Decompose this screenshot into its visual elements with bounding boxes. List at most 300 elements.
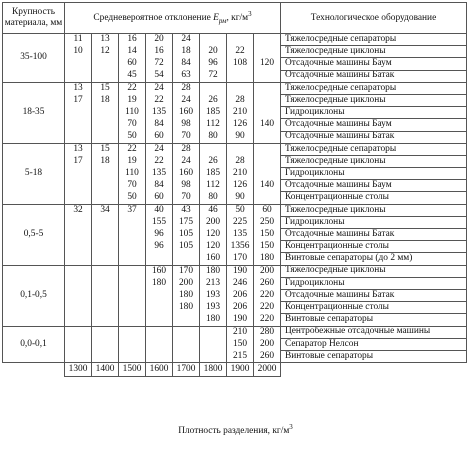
- value-cell: [146, 350, 173, 362]
- value-cell: 17: [65, 155, 92, 167]
- value-cell: 150: [254, 241, 281, 253]
- value-cell: [92, 131, 119, 143]
- value-cell: 210: [227, 326, 254, 338]
- value-cell: [92, 326, 119, 338]
- value-cell: [119, 338, 146, 350]
- value-cell: [173, 326, 200, 338]
- value-cell: 180: [146, 277, 173, 289]
- table-row: [3, 119, 467, 131]
- value-cell: 96: [146, 241, 173, 253]
- table-row: [3, 180, 467, 192]
- density-axis-text: Плотность разделения, кг/м: [178, 426, 290, 436]
- value-cell: 13: [92, 34, 119, 46]
- value-cell: [146, 253, 173, 265]
- value-cell: 19: [119, 94, 146, 106]
- equipment-cell: Гидроциклоны: [281, 107, 467, 119]
- value-cell: [119, 241, 146, 253]
- table-row: [3, 192, 467, 204]
- equipment-cell: Тяжелосредные циклоны: [281, 46, 467, 58]
- header-row: [3, 3, 467, 34]
- value-cell: 70: [119, 119, 146, 131]
- table-row: [3, 131, 467, 143]
- table-row: [3, 302, 467, 314]
- value-cell: 280: [254, 326, 281, 338]
- value-cell: [227, 70, 254, 82]
- value-cell: 45: [119, 70, 146, 82]
- size-cell: 35-100: [3, 34, 65, 83]
- value-cell: 18: [92, 94, 119, 106]
- value-cell: [200, 350, 227, 362]
- value-cell: [173, 338, 200, 350]
- value-cell: 43: [173, 204, 200, 216]
- table-row: [3, 289, 467, 301]
- value-cell: 80: [200, 192, 227, 204]
- value-cell: 180: [254, 253, 281, 265]
- value-cell: 84: [146, 119, 173, 131]
- value-cell: 150: [254, 229, 281, 241]
- value-cell: 18: [173, 46, 200, 58]
- value-cell: 96: [146, 229, 173, 241]
- value-cell: 98: [173, 180, 200, 192]
- value-cell: [65, 277, 92, 289]
- value-cell: 20: [200, 46, 227, 58]
- value-cell: 24: [173, 94, 200, 106]
- equipment-cell: Отсадочные машины Батак: [281, 70, 467, 82]
- value-cell: 160: [200, 253, 227, 265]
- value-cell: [200, 326, 227, 338]
- value-cell: 1356: [227, 241, 254, 253]
- equipment-cell: Винтовые сепараторы: [281, 350, 467, 362]
- value-cell: 220: [254, 314, 281, 326]
- value-cell: 185: [200, 107, 227, 119]
- value-cell: 10: [65, 46, 92, 58]
- value-cell: [65, 265, 92, 277]
- value-cell: [119, 326, 146, 338]
- value-cell: 54: [146, 70, 173, 82]
- equipment-cell: Концентрационные столы: [281, 241, 467, 253]
- value-cell: 26: [200, 94, 227, 106]
- equipment-cell: Отсадочные машины Батак: [281, 289, 467, 301]
- table-row: [3, 265, 467, 277]
- value-cell: 50: [119, 131, 146, 143]
- value-cell: [92, 229, 119, 241]
- value-cell: 50: [119, 192, 146, 204]
- value-cell: 120: [200, 229, 227, 241]
- equipment-cell: Гидроциклоны: [281, 168, 467, 180]
- value-cell: 28: [227, 155, 254, 167]
- value-cell: [254, 143, 281, 155]
- value-cell: [65, 338, 92, 350]
- density-cell: 1300: [65, 363, 92, 377]
- density-axis-label: [0, 422, 471, 436]
- equipment-cell: Гидроциклоны: [281, 277, 467, 289]
- equipment-cell: Отсадочные машины Баум: [281, 119, 467, 131]
- value-cell: 180: [173, 302, 200, 314]
- value-cell: [254, 70, 281, 82]
- value-cell: [146, 302, 173, 314]
- value-cell: 22: [119, 143, 146, 155]
- equipment-cell: Отсадочные машины Баум: [281, 58, 467, 70]
- table-row: [3, 82, 467, 94]
- value-cell: 84: [173, 58, 200, 70]
- value-cell: 225: [227, 216, 254, 228]
- value-cell: 60: [146, 192, 173, 204]
- density-cell: 1900: [227, 363, 254, 377]
- value-cell: [92, 180, 119, 192]
- value-cell: [146, 289, 173, 301]
- value-cell: [227, 143, 254, 155]
- density-axis-exponent: 3: [289, 422, 293, 431]
- value-cell: [119, 216, 146, 228]
- value-cell: [119, 350, 146, 362]
- equipment-cell: Тяжелосредные циклоны: [281, 94, 467, 106]
- value-cell: 140: [254, 180, 281, 192]
- value-cell: 190: [227, 265, 254, 277]
- value-cell: 200: [254, 338, 281, 350]
- density-row: [3, 363, 467, 377]
- size-cell: 0,5-5: [3, 204, 65, 265]
- equipment-cell: Отсадочные машины Батак: [281, 131, 467, 143]
- value-cell: [65, 70, 92, 82]
- table-row: [3, 46, 467, 58]
- density-cell: 1800: [200, 363, 227, 377]
- density-cell: 1700: [173, 363, 200, 377]
- equipment-cell: Винтовые сепараторы (до 2 мм): [281, 253, 467, 265]
- value-cell: 170: [173, 265, 200, 277]
- value-cell: 37: [119, 204, 146, 216]
- equipment-cell: Тяжелосредные циклоны: [281, 204, 467, 216]
- value-cell: [92, 70, 119, 82]
- value-cell: [92, 216, 119, 228]
- value-cell: [200, 143, 227, 155]
- equipment-cell: Тяжелосредные сепараторы: [281, 34, 467, 46]
- value-cell: 193: [200, 302, 227, 314]
- value-cell: 170: [227, 253, 254, 265]
- deviation-prefix: Средневероятное отклонение: [93, 12, 214, 23]
- value-cell: [119, 302, 146, 314]
- value-cell: [92, 302, 119, 314]
- value-cell: [65, 119, 92, 131]
- value-cell: [65, 326, 92, 338]
- value-cell: 98: [173, 119, 200, 131]
- value-cell: [254, 94, 281, 106]
- value-cell: 126: [227, 180, 254, 192]
- value-cell: 155: [146, 216, 173, 228]
- value-cell: 105: [173, 229, 200, 241]
- value-cell: 72: [200, 70, 227, 82]
- value-cell: [173, 314, 200, 326]
- table-row: [3, 107, 467, 119]
- value-cell: 160: [173, 107, 200, 119]
- value-cell: [254, 82, 281, 94]
- table-row: [3, 168, 467, 180]
- value-cell: [92, 168, 119, 180]
- equipment-cell: Отсадочные машины Баум: [281, 180, 467, 192]
- equipment-header: Технологическое оборудование: [281, 3, 467, 34]
- equipment-cell: Тяжелосредные сепараторы: [281, 82, 467, 94]
- value-cell: [65, 216, 92, 228]
- equipment-cell: Центробежные отсадочные машины: [281, 326, 467, 338]
- value-cell: 180: [200, 314, 227, 326]
- value-cell: 112: [200, 180, 227, 192]
- value-cell: 50: [227, 204, 254, 216]
- value-cell: 260: [254, 277, 281, 289]
- value-cell: 24: [146, 143, 173, 155]
- value-cell: [254, 192, 281, 204]
- size-cell: 0,0-0,1: [3, 326, 65, 363]
- value-cell: 60: [119, 58, 146, 70]
- value-cell: 110: [119, 107, 146, 119]
- equipment-cell: Сепаратор Нелсон: [281, 338, 467, 350]
- value-cell: [65, 350, 92, 362]
- value-cell: [65, 58, 92, 70]
- value-cell: 13: [65, 82, 92, 94]
- equipment-cell: Винтовые сепараторы: [281, 314, 467, 326]
- value-cell: 60: [146, 131, 173, 143]
- value-cell: [92, 119, 119, 131]
- value-cell: [92, 277, 119, 289]
- value-cell: [65, 107, 92, 119]
- value-cell: [65, 302, 92, 314]
- density-corner: [3, 363, 65, 377]
- table-row: [3, 216, 467, 228]
- value-cell: [92, 350, 119, 362]
- value-cell: [65, 241, 92, 253]
- value-cell: [92, 192, 119, 204]
- table-row: [3, 350, 467, 362]
- table-row: [3, 326, 467, 338]
- value-cell: 70: [173, 192, 200, 204]
- value-cell: 175: [173, 216, 200, 228]
- value-cell: 160: [173, 168, 200, 180]
- value-cell: 22: [146, 94, 173, 106]
- value-cell: [65, 314, 92, 326]
- value-cell: 14: [119, 46, 146, 58]
- value-cell: 96: [200, 58, 227, 70]
- value-cell: [146, 326, 173, 338]
- value-cell: 22: [119, 82, 146, 94]
- value-cell: [92, 265, 119, 277]
- value-cell: [65, 229, 92, 241]
- value-cell: 26: [200, 155, 227, 167]
- table-row: [3, 314, 467, 326]
- table-row: [3, 155, 467, 167]
- value-cell: [92, 107, 119, 119]
- value-cell: 213: [200, 277, 227, 289]
- value-cell: 13: [65, 143, 92, 155]
- value-cell: [65, 192, 92, 204]
- value-cell: 112: [200, 119, 227, 131]
- value-cell: 215: [227, 350, 254, 362]
- deviation-header: [65, 3, 281, 34]
- density-cell: 2000: [254, 363, 281, 377]
- value-cell: 210: [227, 107, 254, 119]
- value-cell: [254, 34, 281, 46]
- value-cell: 105: [173, 241, 200, 253]
- value-cell: [119, 314, 146, 326]
- value-cell: [200, 338, 227, 350]
- value-cell: 180: [200, 265, 227, 277]
- value-cell: [119, 253, 146, 265]
- value-cell: 72: [146, 58, 173, 70]
- value-cell: [200, 82, 227, 94]
- value-cell: 180: [173, 289, 200, 301]
- value-cell: 200: [173, 277, 200, 289]
- table-row: [3, 58, 467, 70]
- density-cell: 1600: [146, 363, 173, 377]
- deviation-symbol: E: [213, 12, 219, 23]
- value-cell: [92, 314, 119, 326]
- value-cell: 15: [92, 82, 119, 94]
- value-cell: 24: [173, 155, 200, 167]
- value-cell: 16: [119, 34, 146, 46]
- value-cell: [119, 289, 146, 301]
- value-cell: [119, 229, 146, 241]
- value-cell: [146, 338, 173, 350]
- value-cell: [227, 34, 254, 46]
- value-cell: [146, 314, 173, 326]
- value-cell: 18: [92, 155, 119, 167]
- value-cell: [65, 253, 92, 265]
- table-row: [3, 204, 467, 216]
- deviation-unit-exponent: 3: [248, 9, 252, 18]
- value-cell: 250: [254, 216, 281, 228]
- value-cell: 193: [200, 289, 227, 301]
- value-cell: 20: [146, 34, 173, 46]
- size-cell: 5-18: [3, 143, 65, 204]
- value-cell: 260: [254, 350, 281, 362]
- value-cell: 246: [227, 277, 254, 289]
- value-cell: 135: [146, 107, 173, 119]
- value-cell: [254, 46, 281, 58]
- value-cell: 126: [227, 119, 254, 131]
- value-cell: 46: [200, 204, 227, 216]
- value-cell: 206: [227, 302, 254, 314]
- value-cell: 40: [146, 204, 173, 216]
- table-row: [3, 253, 467, 265]
- value-cell: 135: [227, 229, 254, 241]
- size-cell: 0,1-0,5: [3, 265, 65, 326]
- table-row: [3, 34, 467, 46]
- value-cell: 28: [227, 94, 254, 106]
- value-cell: [92, 253, 119, 265]
- value-cell: 24: [146, 82, 173, 94]
- value-cell: 11: [65, 34, 92, 46]
- value-cell: [119, 265, 146, 277]
- density-cell: 1400: [92, 363, 119, 377]
- value-cell: [173, 253, 200, 265]
- value-cell: 70: [173, 131, 200, 143]
- table-row: [3, 277, 467, 289]
- density-tail: [281, 363, 467, 377]
- deviation-table: [2, 2, 467, 377]
- value-cell: [65, 131, 92, 143]
- value-cell: 90: [227, 131, 254, 143]
- table-row: [3, 143, 467, 155]
- value-cell: 70: [119, 180, 146, 192]
- value-cell: 150: [227, 338, 254, 350]
- value-cell: [173, 350, 200, 362]
- value-cell: 84: [146, 180, 173, 192]
- value-cell: 160: [146, 265, 173, 277]
- value-cell: 210: [227, 168, 254, 180]
- value-cell: 19: [119, 155, 146, 167]
- value-cell: 28: [173, 82, 200, 94]
- value-cell: [65, 289, 92, 301]
- density-cell: 1500: [119, 363, 146, 377]
- table-row: [3, 338, 467, 350]
- table-row: [3, 229, 467, 241]
- equipment-cell: Концентрационные столы: [281, 302, 467, 314]
- size-cell: 18-35: [3, 82, 65, 143]
- value-cell: [92, 338, 119, 350]
- value-cell: 220: [254, 302, 281, 314]
- value-cell: 80: [200, 131, 227, 143]
- value-cell: 190: [227, 314, 254, 326]
- value-cell: 206: [227, 289, 254, 301]
- value-cell: 108: [227, 58, 254, 70]
- equipment-cell: Тяжелосредные циклоны: [281, 265, 467, 277]
- value-cell: 140: [254, 119, 281, 131]
- value-cell: [92, 58, 119, 70]
- value-cell: [200, 34, 227, 46]
- value-cell: 135: [146, 168, 173, 180]
- value-cell: [254, 155, 281, 167]
- deviation-unit: , кг/м: [226, 12, 249, 23]
- value-cell: 15: [92, 143, 119, 155]
- value-cell: 120: [200, 241, 227, 253]
- equipment-cell: Концентрационные столы: [281, 192, 467, 204]
- table-row: [3, 94, 467, 106]
- value-cell: 185: [200, 168, 227, 180]
- value-cell: [65, 168, 92, 180]
- value-cell: [254, 107, 281, 119]
- equipment-cell: Гидроциклоны: [281, 216, 467, 228]
- value-cell: 28: [173, 143, 200, 155]
- value-cell: 32: [65, 204, 92, 216]
- value-cell: [92, 289, 119, 301]
- value-cell: 22: [146, 155, 173, 167]
- size-header: Крупность материала, мм: [3, 3, 65, 34]
- value-cell: 16: [146, 46, 173, 58]
- table-row: [3, 241, 467, 253]
- value-cell: 12: [92, 46, 119, 58]
- value-cell: 220: [254, 289, 281, 301]
- value-cell: 34: [92, 204, 119, 216]
- deviation-subscript: рм: [218, 16, 227, 25]
- value-cell: [227, 82, 254, 94]
- table-row: [3, 70, 467, 82]
- value-cell: [254, 131, 281, 143]
- equipment-cell: Отсадочные машины Батак: [281, 229, 467, 241]
- value-cell: [254, 168, 281, 180]
- value-cell: 200: [254, 265, 281, 277]
- value-cell: [119, 277, 146, 289]
- value-cell: 17: [65, 94, 92, 106]
- value-cell: 120: [254, 58, 281, 70]
- value-cell: 63: [173, 70, 200, 82]
- value-cell: 200: [200, 216, 227, 228]
- value-cell: 90: [227, 192, 254, 204]
- value-cell: [92, 241, 119, 253]
- value-cell: 60: [254, 204, 281, 216]
- equipment-cell: Тяжелосредные сепараторы: [281, 143, 467, 155]
- value-cell: 22: [227, 46, 254, 58]
- equipment-cell: Тяжелосредные циклоны: [281, 155, 467, 167]
- value-cell: [65, 180, 92, 192]
- value-cell: 24: [173, 34, 200, 46]
- value-cell: 110: [119, 168, 146, 180]
